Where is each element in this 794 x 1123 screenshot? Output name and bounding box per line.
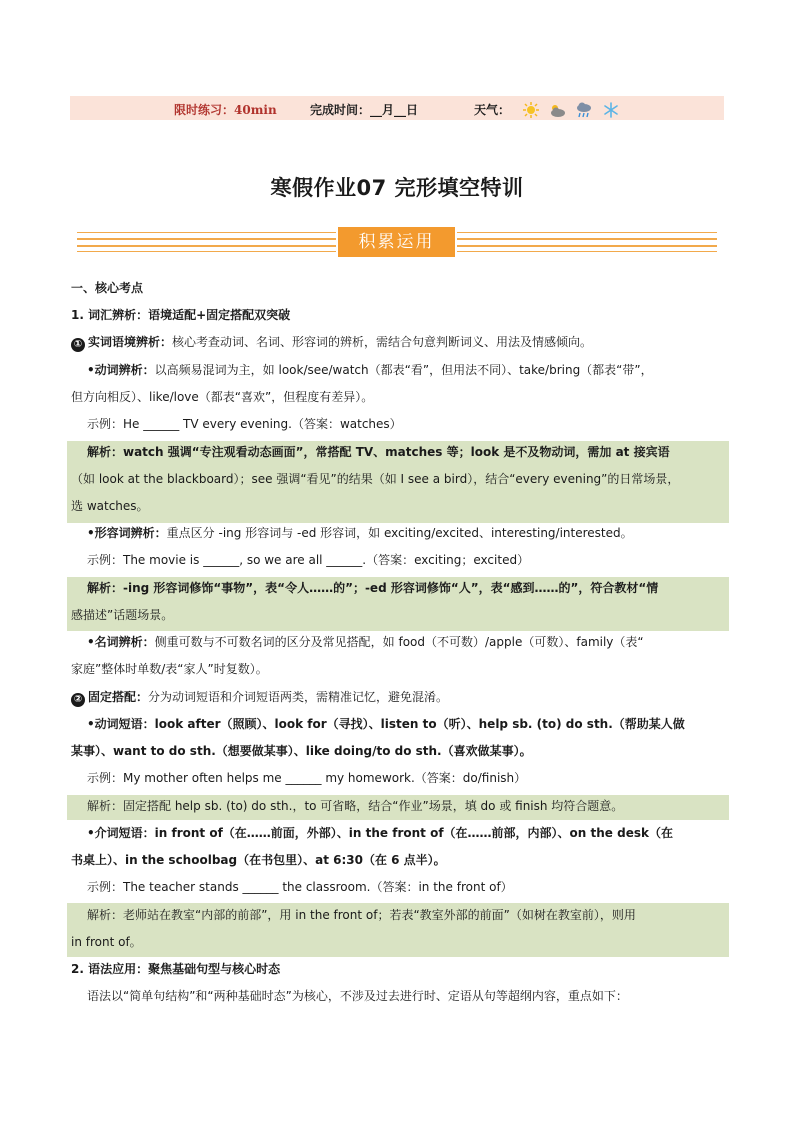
time-limit: 限时练习：40min bbox=[174, 103, 277, 117]
paragraph-verb-phrases: •动词短语：look after（照顾）、look for（寻找）、listen to（听）、help sb. (to) do sth.（帮助某人做 bbox=[87, 717, 685, 731]
paragraph-adjective-analysis: •形容词辨析：重点区分 -ing 形容词与 -ed 形容词，如 exciting/excited、interesting/interested。 bbox=[87, 526, 633, 540]
heading-core-points: 一、核心考点 bbox=[71, 281, 144, 295]
snow-icon bbox=[602, 101, 620, 119]
paragraph-grammar-intro: 语法以“简单句结构”和“两种基础时态”为核心，不涉及过去进行时、定语从句等超纲内容，重点如下： bbox=[87, 989, 628, 1003]
analysis-4-line-1: 解析：老师站在教室“内部的前部”，用 in the front of；若表“教室外部的前面”（如树在教室前），则用 bbox=[87, 908, 636, 922]
analysis-2-line-2: 感描述”话题场景。 bbox=[71, 608, 174, 622]
analysis-2-line-1: 解析：-ing 形容词修饰“事物”，表“令人……的”；-ed 形容词修饰“人”，表“感到……的”，符合教材“情 bbox=[87, 581, 659, 595]
analysis-1-line-3: 选 watches。 bbox=[71, 499, 149, 513]
example-3: 示例：My mother often helps me ______ my homework.（答案：do/finish） bbox=[87, 771, 527, 785]
paragraph-prep-phrases-cont: 书桌上）、in the schoolbag（在书包里）、at 6:30（在 6 点半）。 bbox=[71, 853, 446, 867]
sun-icon bbox=[522, 101, 540, 119]
section-label: 积累运用 bbox=[338, 227, 455, 257]
paragraph-verb-analysis: •动词辨析：以高频易混词为主，如 look/see/watch（都表“看”，但用法不同）、take/bring（都表“带”， bbox=[87, 363, 653, 377]
analysis-3: 解析：固定搭配 help sb. (to) do sth.，to 可省略，结合“作业”场景，填 do 或 finish 均符合题意。 bbox=[87, 799, 624, 813]
example-4: 示例：The teacher stands ______ the classroom.（答案：in the front of） bbox=[87, 880, 513, 894]
analysis-1-line-1: 解析：watch 强调“专注观看动态画面”，常搭配 TV、matches 等；look 是不及物动词，需加 at 接宾语 bbox=[87, 445, 670, 459]
paragraph-prep-phrases: •介词短语：in front of（在……前面，外部）、in the front of（在……前部，内部）、on the desk（在 bbox=[87, 826, 673, 840]
paragraph-content-words: ① 实词语境辨析：核心考查动词、名词、形容词的辨析，需结合句意判断词义、用法及情感倾向。 bbox=[71, 333, 731, 352]
example-1: 示例：He ______ TV every evening.（答案：watches） bbox=[87, 417, 402, 431]
completion-date: 完成时间：__月__日 bbox=[310, 103, 419, 117]
paragraph-noun-analysis-cont: 家庭”整体时单数/表“家人”时复数）。 bbox=[71, 662, 268, 676]
paragraph-noun-analysis: •名词辨析：侧重可数与不可数名词的区分及常见搭配，如 food（不可数）/apple（可数）、family（表“ bbox=[87, 635, 644, 649]
analysis-1-line-2: （如 look at the blackboard）；see 强调“看见”的结果（如 I see a bird），结合“every evening”的日常场景， bbox=[71, 472, 680, 486]
analysis-4-line-2: in front of。 bbox=[71, 935, 142, 949]
weather-label: 天气： bbox=[474, 103, 511, 117]
page-title: 寒假作业07 完形填空特训 bbox=[270, 176, 524, 200]
paragraph-verb-phrases-cont: 某事）、want to do sth.（想要做某事）、like doing/to do sth.（喜欢做某事）。 bbox=[71, 744, 532, 758]
paragraph-verb-analysis-cont: 但方向相反）、like/love（都表“喜欢”，但程度有差异）。 bbox=[71, 390, 374, 404]
heading-vocabulary: 1. 词汇辨析：语境适配+固定搭配双突破 bbox=[71, 308, 291, 322]
cloud-icon bbox=[547, 101, 567, 119]
paragraph-fixed-collocations: ② 固定搭配：分为动词短语和介词短语两类，需精准记忆，避免混淆。 bbox=[71, 688, 731, 707]
practice-header-bar bbox=[70, 96, 724, 120]
example-2: 示例：The movie is ______, so we are all ______.（答案：exciting；excited） bbox=[87, 553, 530, 567]
weather-icons bbox=[522, 101, 623, 119]
heading-grammar: 2. 语法应用：聚焦基础句型与核心时态 bbox=[71, 962, 281, 976]
rain-icon bbox=[574, 101, 594, 119]
